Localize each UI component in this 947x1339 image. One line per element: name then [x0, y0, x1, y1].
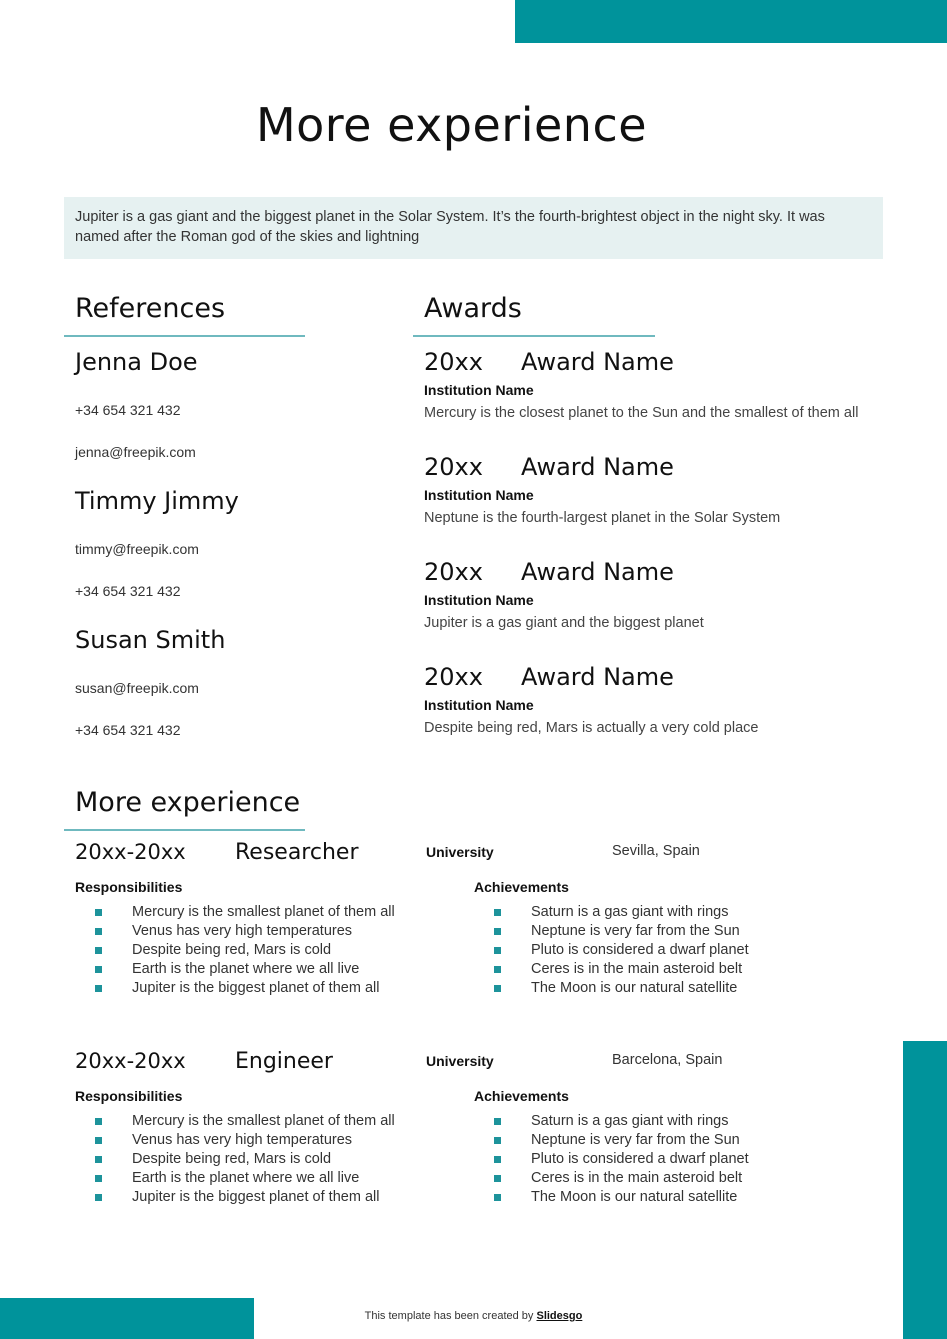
list-item: The Moon is our natural satellite: [494, 979, 749, 998]
intro-box: Jupiter is a gas giant and the biggest planet in the Solar System. It’s the fourth-brightest object in the night sky. It was named after the Roman god of the skies and lightning: [64, 197, 883, 259]
list-item: Jupiter is the biggest planet of them all: [95, 1188, 395, 1207]
reference-email: jenna@freepik.com: [75, 444, 196, 460]
award-year: 20xx: [424, 348, 483, 376]
list-item: Ceres is in the main asteroid belt: [494, 960, 749, 979]
square-bullet-icon: [494, 909, 501, 916]
list-item: Venus has very high temperatures: [95, 922, 395, 941]
award-institution: Institution Name: [424, 592, 534, 608]
job-location: Sevilla, Spain: [612, 843, 700, 859]
awards-heading: Awards: [424, 293, 522, 324]
list-item: The Moon is our natural satellite: [494, 1188, 749, 1207]
award-item: [424, 453, 884, 526]
page-title: More experience: [255, 98, 648, 152]
achievements-label: Achievements: [474, 1088, 569, 1104]
reference-phone: +34 654 321 432: [75, 583, 181, 599]
achievements-list: [494, 903, 749, 998]
reference-phone: +34 654 321 432: [75, 722, 181, 738]
award-name: Award Name: [521, 558, 674, 586]
list-item: Venus has very high temperatures: [95, 1131, 395, 1150]
slidesgo-link[interactable]: Slidesgo: [536, 1310, 583, 1322]
job-role: Engineer: [235, 1049, 333, 1074]
square-bullet-icon: [494, 1194, 501, 1201]
reference-phone: +34 654 321 432: [75, 402, 181, 418]
square-bullet-icon: [95, 1175, 102, 1182]
square-bullet-icon: [95, 1156, 102, 1163]
list-item: Despite being red, Mars is cold: [95, 941, 395, 960]
job-period: 20xx-20xx: [75, 840, 186, 864]
square-bullet-icon: [95, 966, 102, 973]
reference-email: timmy@freepik.com: [75, 541, 199, 557]
award-name: Award Name: [521, 348, 674, 376]
award-year: 20xx: [424, 453, 483, 481]
award-institution: Institution Name: [424, 382, 534, 398]
reference-name: Timmy Jimmy: [75, 487, 239, 515]
list-item: Pluto is considered a dwarf planet: [494, 941, 749, 960]
award-description: Mercury is the closest planet to the Sun and the smallest of them all: [424, 405, 859, 421]
list-item: Mercury is the smallest planet of them all: [95, 1112, 395, 1131]
award-item: [424, 558, 884, 631]
square-bullet-icon: [494, 985, 501, 992]
award-name: Award Name: [521, 663, 674, 691]
list-item: Neptune is very far from the Sun: [494, 922, 749, 941]
award-institution: Institution Name: [424, 487, 534, 503]
list-item: Saturn is a gas giant with rings: [494, 903, 749, 922]
job-entry: [75, 1049, 835, 1219]
square-bullet-icon: [95, 909, 102, 916]
list-item: Neptune is very far from the Sun: [494, 1131, 749, 1150]
square-bullet-icon: [95, 985, 102, 992]
award-item: [424, 348, 884, 421]
reference-email: susan@freepik.com: [75, 680, 199, 696]
list-item: Jupiter is the biggest planet of them all: [95, 979, 395, 998]
job-university: University: [426, 1053, 494, 1069]
footer-text: This template has been created by: [364, 1310, 537, 1322]
list-item: Pluto is considered a dwarf planet: [494, 1150, 749, 1169]
awards-underline: [413, 335, 655, 337]
references-underline: [64, 335, 305, 337]
award-year: 20xx: [424, 558, 483, 586]
square-bullet-icon: [95, 947, 102, 954]
square-bullet-icon: [95, 1118, 102, 1125]
job-entry: [75, 840, 835, 1010]
award-description: Jupiter is a gas giant and the biggest planet: [424, 615, 704, 631]
list-item: Earth is the planet where we all live: [95, 960, 395, 979]
square-bullet-icon: [494, 1137, 501, 1144]
achievements-list: [494, 1112, 749, 1207]
list-item: Despite being red, Mars is cold: [95, 1150, 395, 1169]
job-university: University: [426, 844, 494, 860]
square-bullet-icon: [494, 1118, 501, 1125]
job-location: Barcelona, Spain: [612, 1052, 723, 1068]
square-bullet-icon: [494, 1156, 501, 1163]
reference-name: Susan Smith: [75, 626, 226, 654]
list-item: Saturn is a gas giant with rings: [494, 1112, 749, 1131]
award-year: 20xx: [424, 663, 483, 691]
square-bullet-icon: [95, 1194, 102, 1201]
square-bullet-icon: [494, 1175, 501, 1182]
decorative-bar-top: [515, 0, 947, 43]
references-heading: References: [75, 293, 226, 324]
responsibilities-label: Responsibilities: [75, 1088, 183, 1104]
award-name: Award Name: [521, 453, 674, 481]
list-item: Ceres is in the main asteroid belt: [494, 1169, 749, 1188]
square-bullet-icon: [494, 947, 501, 954]
square-bullet-icon: [494, 928, 501, 935]
job-period: 20xx-20xx: [75, 1049, 186, 1073]
square-bullet-icon: [95, 928, 102, 935]
job-role: Researcher: [235, 840, 359, 865]
responsibilities-label: Responsibilities: [75, 879, 183, 895]
list-item: Mercury is the smallest planet of them all: [95, 903, 395, 922]
list-item: Earth is the planet where we all live: [95, 1169, 395, 1188]
square-bullet-icon: [95, 1137, 102, 1144]
award-description: Despite being red, Mars is actually a very cold place: [424, 720, 759, 736]
award-institution: Institution Name: [424, 697, 534, 713]
experience-underline: [64, 829, 305, 831]
experience-heading: More experience: [75, 787, 301, 818]
award-item: [424, 663, 884, 736]
responsibilities-list: [95, 903, 395, 998]
decorative-bar-right: [903, 1041, 947, 1339]
award-description: Neptune is the fourth-largest planet in the Solar System: [424, 510, 781, 526]
responsibilities-list: [95, 1112, 395, 1207]
footer-credit: [0, 1310, 947, 1322]
achievements-label: Achievements: [474, 879, 569, 895]
square-bullet-icon: [494, 966, 501, 973]
reference-name: Jenna Doe: [75, 348, 198, 376]
